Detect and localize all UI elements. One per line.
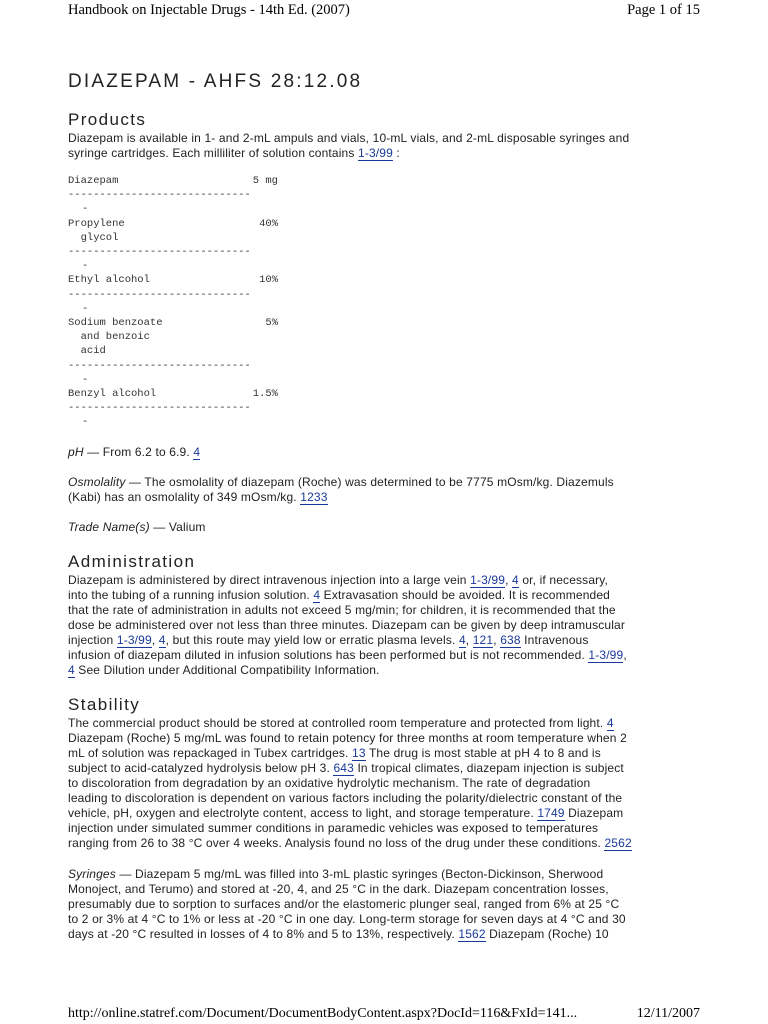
text-run: presumably due to sorption to surfaces and/or the elastomeric plunger seal, ranged from 6% at 25 °C (68, 897, 620, 911)
text-line (68, 633, 702, 648)
italic-label: pH (68, 445, 84, 459)
text-run: or, if necessary, (518, 573, 609, 587)
reference-link[interactable]: 4 (158, 633, 166, 647)
reference-link[interactable]: 4 (68, 663, 75, 677)
text-run: infusion of diazepam diluted in infusion solutions has been performed but is not recommended. (68, 648, 589, 662)
reference-link[interactable]: 1-3/99 (116, 633, 152, 647)
ingredient-name-continued: and benzoic (68, 331, 150, 344)
ingredient-name: Diazepam (68, 175, 119, 187)
text-run: Extravasation should be avoided. It is recommended (320, 588, 611, 602)
page-title: DIAZEPAM - AHFS 28:12.08 (68, 71, 363, 92)
text-run: Monoject, and Terumo) and stored at -20, 4, and 25 °C in the dark. Diazepam concentration losses, (68, 882, 609, 896)
reference-link[interactable]: 1-3/99 (470, 573, 506, 587)
text-line (68, 867, 702, 882)
text-run: days at -20 °C resulted in losses of 4 to 8% and 5 to 13%, respectively. (68, 927, 459, 941)
text-run: — Diazepam 5 mg/mL was filled into 3-mL plastic syringes (Becton-Dickinson, Sherwood (115, 867, 604, 881)
text-line (68, 731, 702, 746)
text-line (68, 927, 702, 942)
italic-label: Syringes (68, 867, 116, 881)
reference-link[interactable]: 2562 (604, 836, 632, 850)
header-page-number: Page 1 of 15 (627, 2, 700, 18)
table-separator: ----------------------------- (68, 288, 251, 301)
text-run: Diazepam is available in 1- and 2-mL ampuls and vials, 10-mL vials, and 2-mL disposable syringes and (68, 131, 630, 145)
ingredient-name: Ethyl alcohol (68, 274, 150, 287)
text-line (68, 588, 702, 603)
footer-url: http://online.statref.com/Document/DocumentBodyContent.aspx?DocId=116&FxId=141... (68, 1006, 578, 1021)
reference-link[interactable]: 4 (512, 573, 519, 587)
text-run: vehicle, pH, oxygen and electrolyte content, access to light, and storage temperature. (68, 806, 538, 820)
reference-link[interactable]: 1-3/99 (588, 648, 624, 662)
text-run: leading to discoloration is dependent on various factors including the polarity/dielectric constant of the (68, 791, 623, 805)
text-line (68, 761, 702, 776)
osmolality-paragraph (68, 475, 702, 505)
text-run: mL of solution was repackaged in Tubex cartridges. (68, 746, 353, 760)
text-line (68, 648, 702, 663)
products-intro (68, 131, 702, 161)
table-separator: ----------------------------- (68, 402, 251, 415)
ingredient-name: Propylene (68, 217, 125, 230)
text-line (68, 618, 702, 633)
text-line (68, 897, 702, 912)
table-separator: ----------------------------- (68, 189, 251, 202)
text-line (68, 821, 702, 836)
text-line (68, 490, 702, 505)
reference-link[interactable]: 121 (472, 633, 494, 647)
text-line (68, 791, 702, 806)
administration-text (68, 573, 702, 678)
table-separator-tail: - (82, 302, 89, 315)
ingredient-name: Sodium benzoate (68, 317, 163, 329)
ingredient-amount: 10% (259, 274, 278, 287)
heading-products: Products (68, 110, 147, 129)
ingredient-name-continued: acid (68, 345, 106, 358)
text-run: — From 6.2 to 6.9. (83, 445, 194, 459)
reference-link[interactable]: 1749 (537, 806, 565, 820)
text-run: Intravenous (520, 633, 589, 647)
heading-stability: Stability (68, 695, 141, 714)
text-run: , (505, 573, 513, 587)
table-separator: ----------------------------- (68, 359, 251, 372)
text-run: subject to acid-catalyzed hydrolysis below pH 3. (68, 761, 334, 775)
text-run: injection under simulated summer conditions in paramedic vehicles was exposed to temperatures (68, 821, 599, 835)
reference-link[interactable]: 13 (352, 746, 366, 760)
ingredient-amount: 5 mg (252, 175, 278, 187)
text-run: , (493, 633, 501, 647)
reference-link[interactable]: 4 (458, 633, 466, 647)
table-row (68, 316, 278, 330)
trade-name-paragraph (68, 520, 702, 535)
text-line (68, 603, 702, 618)
italic-label: Trade Name(s) (68, 520, 150, 534)
reference-link[interactable]: 4 (313, 588, 321, 602)
text-line (68, 146, 702, 161)
text-run: The drug is most stable at pH 4 to 8 and is (365, 746, 601, 760)
text-run: Diazepam (Roche) 10 (485, 927, 609, 941)
text-run: syringe cartridges. Each milliliter of solution contains (68, 146, 359, 160)
text-line (68, 912, 702, 927)
page-header (68, 2, 700, 22)
text-line (68, 882, 702, 897)
ingredient-name: Benzyl alcohol (68, 388, 157, 400)
heading-administration: Administration (68, 552, 196, 571)
text-run: : (392, 146, 400, 160)
reference-link[interactable]: 643 (333, 761, 354, 775)
text-run: Diazepam (564, 806, 624, 820)
text-run: , (623, 648, 627, 662)
page-footer (68, 1006, 700, 1024)
text-line (68, 475, 702, 490)
table-row (68, 273, 278, 287)
text-run: ranging from 26 to 38 °C over 4 weeks. Analysis found no loss of the drug under these conditions. (68, 836, 605, 850)
text-run: , (151, 633, 159, 647)
ingredient-name-continued: glycol (68, 231, 119, 244)
reference-link[interactable]: 638 (500, 633, 521, 647)
text-line (68, 573, 702, 588)
text-line (68, 806, 702, 821)
text-run: In tropical climates, diazepam injection is subject (353, 761, 624, 775)
text-run: — Valium (149, 520, 206, 534)
reference-link[interactable]: 1-3/99 (358, 146, 393, 160)
text-line (68, 836, 702, 851)
ingredient-amount: 40% (259, 217, 278, 230)
table-separator-tail: - (82, 373, 89, 386)
text-run: — The osmolality of diazepam (Roche) was determined to be 7775 mOsm/kg. Diazemuls (125, 475, 614, 489)
italic-label: Osmolality (68, 475, 126, 489)
text-run: , but this route may yield low or erratic plasma levels. (165, 633, 459, 647)
ingredient-amount: 1.5% (252, 388, 278, 400)
text-run: Diazepam is administered by direct intravenous injection into a large vein (68, 573, 471, 587)
text-run: that the rate of administration in adults not exceed 5 mg/min; for children, it is recommended that the (68, 603, 616, 617)
stability-text (68, 716, 702, 851)
text-line (68, 520, 702, 535)
table-separator: ----------------------------- (68, 246, 251, 258)
reference-link[interactable]: 4 (606, 716, 614, 730)
text-line (68, 131, 702, 146)
table-separator-tail: - (82, 203, 89, 216)
table-separator-tail: - (82, 416, 89, 429)
reference-link[interactable]: 1233 (300, 490, 328, 504)
text-run: dose be administered over not less than three minutes. Diazepam can be given by deep intramuscular (68, 618, 626, 632)
text-run: See Dilution under Additional Compatibility Information. (74, 663, 380, 677)
text-run: to 2 or 3% at 4 °C to 1% or less at -20 °C in one day. Long-term storage for seven days at 4 °C and 30 (68, 912, 626, 926)
text-line (68, 716, 702, 731)
ingredient-amount: 5% (265, 317, 278, 329)
syringes-paragraph (68, 867, 702, 942)
text-run: The commercial product should be stored at controlled room temperature and protected from light. (68, 716, 607, 730)
table-row (68, 387, 278, 401)
table-row (68, 217, 278, 231)
text-run: injection (68, 633, 117, 647)
text-run: , (465, 633, 473, 647)
text-run: into the tubing of a running infusion solution. (68, 588, 314, 602)
text-line (68, 746, 702, 761)
table-separator-tail: - (82, 260, 89, 273)
text-run: to discoloration from degradation by an oxidative hydrolytic mechanism. The rate of degradation (68, 776, 591, 790)
reference-link[interactable]: 1562 (458, 927, 486, 941)
reference-link[interactable]: 4 (193, 445, 201, 459)
footer-date: 12/11/2007 (636, 1006, 700, 1021)
text-run: (Kabi) has an osmolality of 349 mOsm/kg. (68, 490, 301, 504)
text-line (68, 776, 702, 791)
header-book-title: Handbook on Injectable Drugs - 14th Ed. (2007) (68, 2, 350, 18)
text-line (68, 445, 702, 460)
ph-paragraph (68, 445, 702, 460)
table-row (68, 174, 278, 188)
text-line (68, 663, 702, 678)
text-run: Diazepam (Roche) 5 mg/mL was found to retain potency for three months at room temperature when 2 (68, 731, 627, 745)
